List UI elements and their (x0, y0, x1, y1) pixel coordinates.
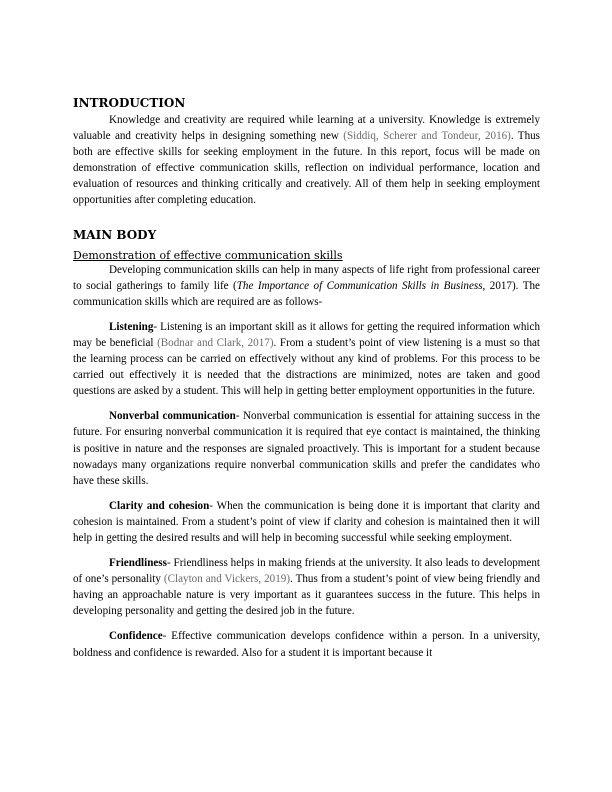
term-label: Nonverbal communication (109, 410, 236, 423)
paragraph-text-end: . From a student’s point of view listening is a must so that the learning process can be carried on effectively without any kind of problems. For this process to be carried out effectively it is needed that the distractions are minimized, notes are taken and good questions are asked by a student. This will help in getting better employment opportunities in the future. (73, 336, 541, 398)
lead-paragraph (73, 262, 540, 310)
introduction-heading: INTRODUCTION (73, 96, 186, 110)
main-body-heading: MAIN BODY (73, 227, 157, 242)
document-content (73, 96, 540, 661)
clarity-paragraph (73, 498, 540, 546)
cited-title: The Importance of Communication Skills in Business (236, 279, 483, 292)
paragraph-text: - Nonverbal communication is essential for attaining success in the future. For ensuring nonverbal communication it is required that eye contact is maintained, the thinking is positive in nature and the responses are signaled proactively. This is important for a student because nowadays many organizations require nonverbal communication skills and prefer the candidates who have these skills. (73, 410, 540, 487)
paragraph-text: - When the communication is being done it is important that clarity and cohesion is maintained. From a student’s point of view if clarity and cohesion is maintained then it will help in getting the desired results and will help in becoming successful while seeking employment. (73, 499, 540, 544)
citation: (Clayton and Vickers, 2019) (163, 573, 291, 586)
citation: (Siddiq, Scherer and Tondeur, 2016) (343, 130, 511, 143)
confidence-paragraph (73, 628, 540, 660)
term-label: Confidence (109, 630, 163, 643)
section-subheading: Demonstration of effective communication skills (73, 248, 343, 262)
introduction-text: Knowledge and creativity are required while learning at a university. Knowledge is extremely valuable and creativity helps in designing something new (73, 114, 540, 143)
term-label: Friendliness (109, 557, 167, 570)
paragraph-text-end: . Thus from a student’s point of view being friendly and having an approachable nature is very important as it guarantees success in the future. This helps in developing personality and getting the desired job in the future. (73, 573, 540, 618)
term-label: Clarity and cohesion (109, 499, 210, 512)
paragraph-text: - Listening is an important skill as it allows for getting the required information which may be beneficial (73, 320, 540, 349)
paragraph-text: - Friendliness helps in making friends at the university. It also leads to development of one’s personality (73, 557, 540, 586)
listening-paragraph (73, 319, 540, 399)
friendliness-paragraph (73, 555, 540, 619)
lead-text-end: , 2017). The communication skills which are required are as follows- (73, 279, 540, 308)
paragraph-text: - Effective communication develops confidence within a person. In a university, boldness and confidence is rewarded. Also for a student it is important because it (73, 630, 540, 659)
nonverbal-paragraph (73, 408, 540, 488)
introduction-text-end: . Thus both are effective skills for seeking employment in the future. In this report, focus will be made on demonstration of effective communication skills, reflection on individual performance, location and evaluation of resources and thinking critically and creatively. All of them help in seeking employment opportunities after completing education. (73, 130, 540, 207)
citation: (Bodnar and Clark, 2017) (157, 336, 274, 349)
introduction-paragraph (73, 112, 540, 209)
lead-text: Developing communication skills can help in many aspects of life right from professional career to social gatherings to family life ( (73, 263, 540, 292)
term-label: Listening (109, 320, 154, 333)
